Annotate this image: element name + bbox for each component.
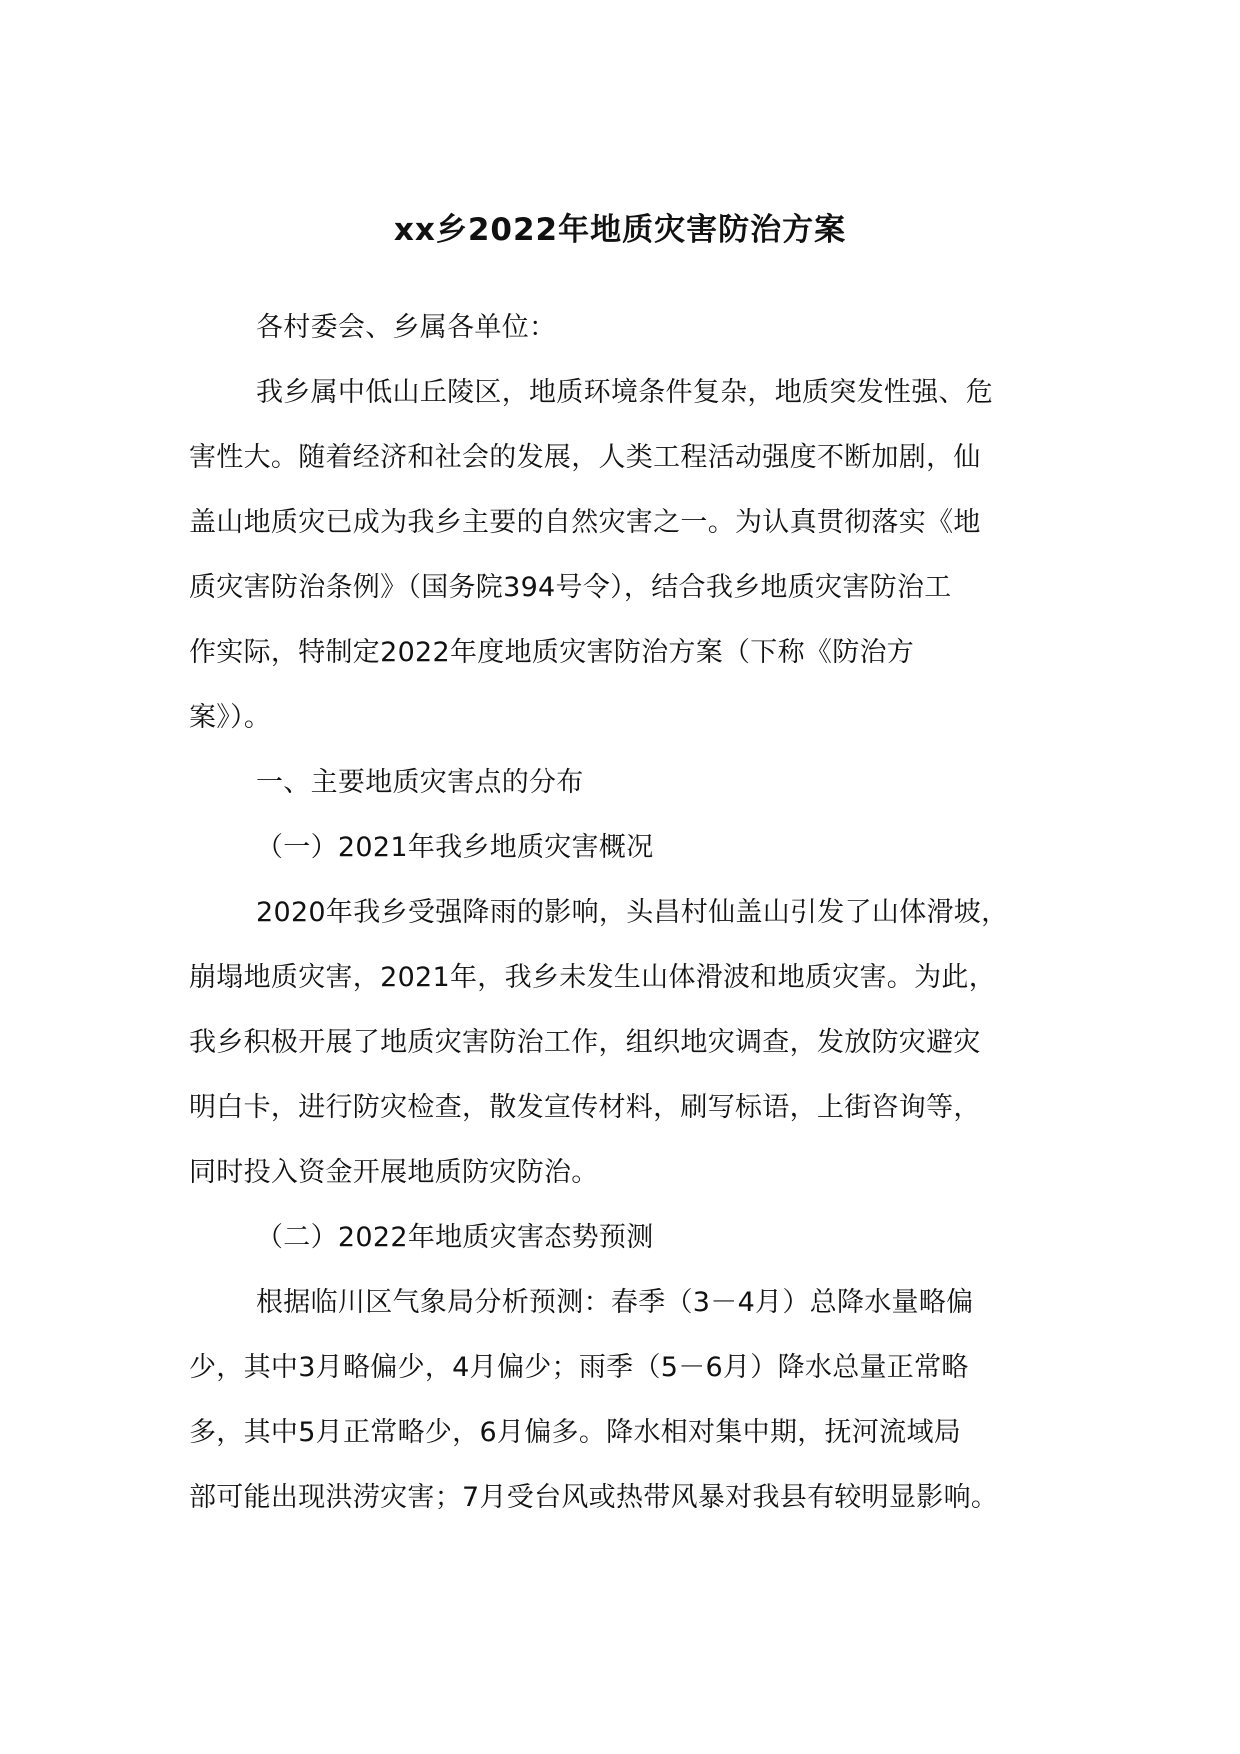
paragraph-line: 我乡属中低山丘陵区，地质环境条件复杂，地质突发性强、危 (256, 377, 994, 408)
paragraph-line: 崩塌地质灾害，2021年，我乡未发生山体滑波和地质灾害。为此， (189, 962, 997, 993)
section-heading: 一、主要地质灾害点的分布 (256, 767, 584, 798)
document-title: xx乡2022年地质灾害防治方案 (393, 212, 847, 248)
paragraph-line: 盖山地质灾已成为我乡主要的自然灾害之一。为认真贯彻落实《地 (189, 507, 981, 538)
paragraph-line: 害性大。随着经济和社会的发展，人类工程活动强度不断加剧，仙 (189, 442, 981, 473)
paragraph-line: 少，其中3月略偏少，4月偏少；雨季（5－6月）降水总量正常略 (189, 1352, 969, 1383)
paragraph-line: 质灾害防治条例》（国务院394号令），结合我乡地质灾害防治工 (189, 572, 952, 603)
subsection-heading: （二）2022年地质灾害态势预测 (256, 1222, 654, 1253)
paragraph-line: 案》）。 (189, 702, 272, 733)
paragraph-line: 同时投入资金开展地质防灾防治。 (189, 1157, 599, 1188)
paragraph-line: 部可能出现洪涝灾害；7月受台风或热带风暴对我县有较明显影响。 (189, 1482, 999, 1513)
paragraph-line: 多，其中5月正常略少，6月偏多。降水相对集中期，抚河流域局 (189, 1417, 962, 1448)
paragraph-line: 根据临川区气象局分析预测：春季（3－4月）总降水量略偏 (256, 1287, 974, 1318)
paragraph-line: 明白卡，进行防灾检查，散发宣传材料，刷写标语，上街咨询等， (189, 1092, 981, 1123)
subsection-heading: （一）2021年我乡地质灾害概况 (256, 832, 654, 863)
paragraph-line: 作实际，特制定2022年度地质灾害防治方案（下称《防治方 (189, 637, 915, 668)
paragraph-line: 2020年我乡受强降雨的影响，头昌村仙盖山引发了山体滑坡， (256, 897, 1009, 928)
paragraph-line: 各村委会、乡属各单位： (256, 312, 557, 343)
paragraph-line: 我乡积极开展了地质灾害防治工作，组织地灾调查，发放防灾避灾 (189, 1027, 981, 1058)
